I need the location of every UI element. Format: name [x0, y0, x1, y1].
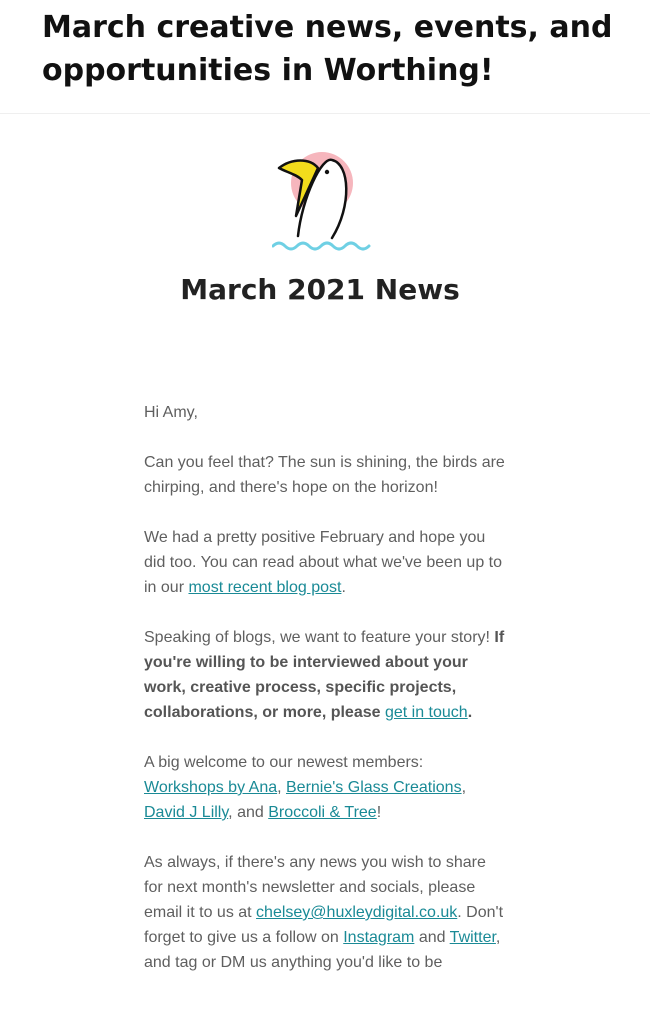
get-in-touch-link[interactable]: get in touch [384, 704, 468, 721]
paragraph-blogs [144, 625, 506, 725]
greeting: Hi Amy, [144, 404, 198, 421]
paragraph-february [144, 525, 506, 600]
text: and [414, 929, 450, 946]
bold-text: . [467, 704, 473, 721]
divider [0, 113, 650, 114]
member-link-david-j-lilly[interactable]: David J Lilly [144, 804, 229, 821]
email-body [144, 400, 506, 1000]
text: , and [228, 804, 269, 821]
twitter-link[interactable]: Twitter [449, 929, 496, 946]
text: Speaking of blogs, we want to feature your story! [144, 629, 495, 646]
text: , and tag or DM us anything you'd like to be [144, 929, 501, 971]
text: , [277, 779, 286, 796]
paragraph-intro: Can you feel that? The sun is shining, the birds are chirping, and there's hope on the horizon! [144, 454, 505, 496]
member-link-broccoli-tree[interactable]: Broccoli & Tree [268, 804, 377, 821]
text: , [461, 779, 467, 796]
news-title: March 2021 News [180, 273, 460, 306]
bold-text: If you're willing to be interviewed about your work, creative process, specific projects, collaborations, or more, please [144, 629, 505, 721]
paragraph-news [144, 850, 506, 975]
instagram-link[interactable]: Instagram [343, 929, 415, 946]
text: A big welcome to our newest members: [144, 754, 424, 771]
text: As always, if there's any news you wish to share for next month's newsletter and socials, please email it to us at [144, 854, 486, 921]
member-link-workshops-by-ana[interactable]: Workshops by Ana [144, 779, 278, 796]
text: We had a pretty positive February and hope you did too. You can read about what we've been up to in our [144, 529, 502, 596]
email-link[interactable]: chelsey@huxleydigital.co.uk [256, 904, 458, 921]
blog-post-link[interactable]: most recent blog post [188, 579, 342, 596]
seagull-logo-icon [272, 148, 372, 256]
member-link-bernies-glass[interactable]: Bernie's Glass Creations [286, 779, 462, 796]
text: . Don't forget to give us a follow on [144, 904, 504, 946]
email-subject: March creative news, events, and opportunities in Worthing! [42, 10, 613, 88]
text: . [341, 579, 346, 596]
paragraph-members [144, 750, 506, 825]
text: ! [376, 804, 382, 821]
